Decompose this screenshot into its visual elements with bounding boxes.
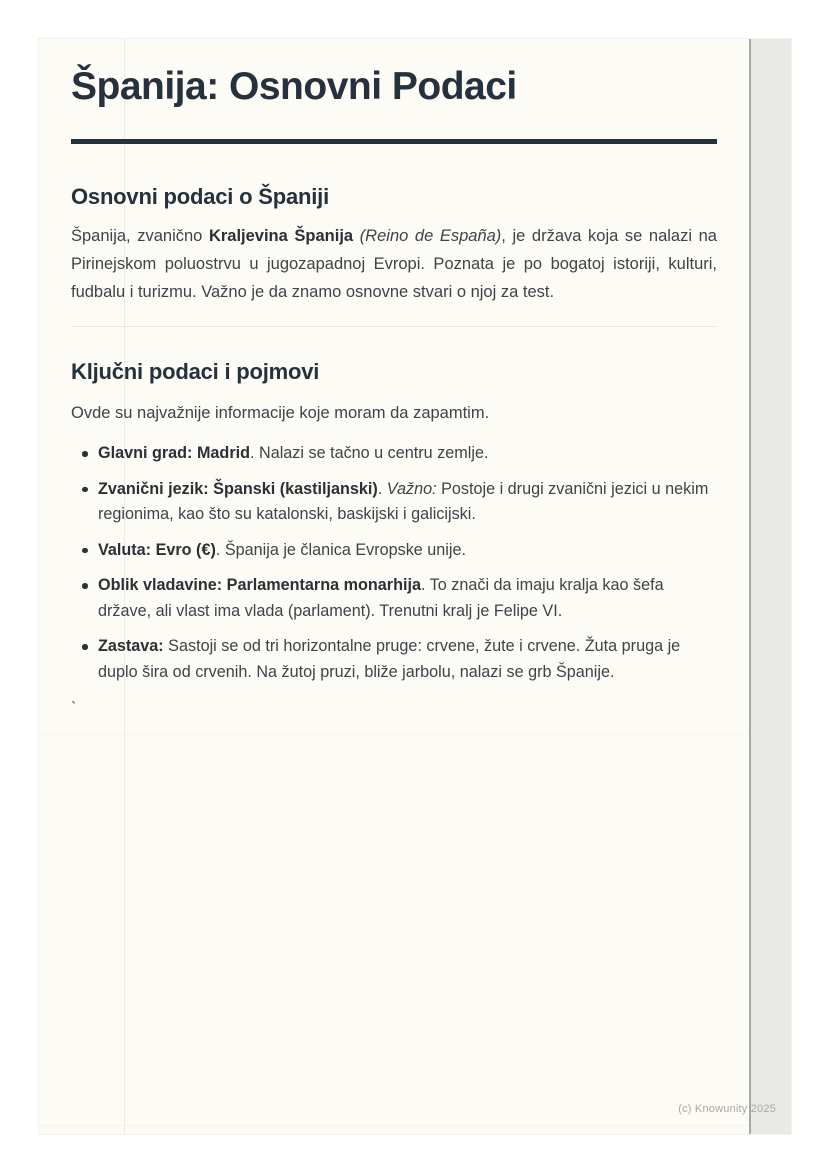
section-divider [71, 326, 717, 327]
paper-texture-line [39, 1125, 791, 1126]
title-divider [71, 139, 717, 144]
stray-backtick-text: ` [71, 700, 77, 717]
paper-texture-line [39, 734, 791, 735]
section-heading-key-facts: Ključni podaci i pojmovi [71, 359, 320, 384]
intro-paragraph: Španija, zvanično Kraljevina Španija (Reino de España), je država koja se nalazi na Pirinejskom poluostrvu u jugozapadnoj Evropi. Poznata je po bogatoj istoriji, kulturi, fudbalu i turizmu. Važno je da znamo osnovne stvari o njoj za test. [71, 227, 717, 301]
list-item: Glavni grad: Madrid. Nalazi se tačno u centru zemlje. [98, 441, 717, 467]
copyright-note: (c) Knowunity 2025 [678, 1103, 776, 1115]
list-item: Oblik vladavine: Parlamentarna monarhija. To znači da imaju kralja kao šefa države, ali vlast ima vlada (parlament). Trenutni kralj je Felipe VI. [98, 573, 717, 624]
lead-paragraph: Ovde su najvažnije informacije koje moram da zapamtim. [71, 404, 490, 422]
key-facts-list [71, 441, 717, 685]
page-title: Španija: Osnovni Podaci [71, 65, 517, 108]
page-edge-strip [749, 39, 791, 1134]
document-page [38, 38, 792, 1135]
document-content [39, 39, 791, 723]
list-item: Zvanični jezik: Španski (kastiljanski). Važno: Postoje i drugi zvanični jezici u nekim regionima, kao što su katalonski, baskijski i galicijski. [98, 477, 717, 528]
list-item: Zastava: Sastoji se od tri horizontalne pruge: crvene, žute i crvene. Žuta pruga je duplo šira od crvenih. Na žutoj pruzi, bliže jarbolu, nalazi se grb Španije. [98, 634, 717, 685]
section-heading-basic-facts: Osnovni podaci o Španiji [71, 184, 330, 209]
list-item: Valuta: Evro (€). Španija je članica Evropske unije. [98, 538, 717, 564]
